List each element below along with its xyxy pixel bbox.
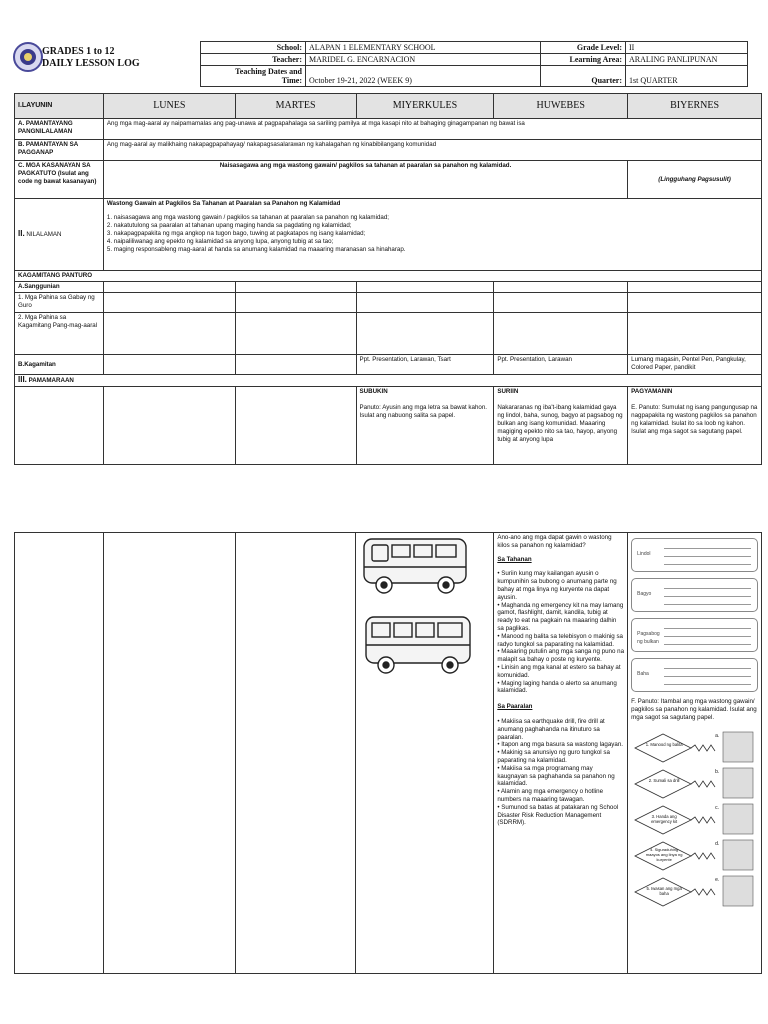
kagamitan-panturo-label: KAGAMITANG PANTURO <box>15 271 762 282</box>
header-table <box>200 41 748 87</box>
tahanan-item: • Maging laging handa o alerto sa anumang kalamidad. <box>497 679 617 695</box>
day-martes: MARTES <box>235 94 356 119</box>
suriin-cell <box>494 387 628 465</box>
day-lunes: LUNES <box>103 94 235 119</box>
nilalaman-item: 1. naisasagawa ang mga wastong gawain / pagkilos sa tahanan at paaralan sa panahon ng kalamidad; <box>106 214 389 221</box>
pamantayang-text: Ang mga mag-aaral ay naipamamalas ang pag-unawa at pagpapahalaga sa sariling pamilya at mga kasapi nito at bahaging ginagampanan ng bawat isa <box>103 119 761 140</box>
nilalaman-item: 2. nakatutulong sa paaralan at tahanan upang maging handa sa pagdating ng kalamidad; <box>106 222 352 229</box>
day-miyerkules: MIYERKULES <box>356 94 494 119</box>
suriin-continued <box>494 533 628 974</box>
suriin-head: SURIIN <box>497 388 519 395</box>
teacher-value: MARIDEL G. ENCARNACION <box>306 54 541 66</box>
match-letter: a. <box>715 733 720 739</box>
pagganap-label: B. PAMANTAYAN SA PAGGANAP <box>15 140 104 161</box>
pagyamanin-text: E. Panuto: Sumulat ng isang pangungusap na nagpapakita ng wastong pagkilos sa panahon ng kalamidad. Isulat ito sa loob ng kahon. Isulat ang mga sagot sa sagutang papel. <box>631 404 758 435</box>
pagyamanin-f-text: F. Panuto: Itambal ang mga wastong gawain/ pagkilos sa panahon ng kalamidad. Isulat ang mga sagot sa sagutang papel. <box>631 698 757 721</box>
kasanayan-label: C. MGA KASANAYAN SA PAGKATUTO (Isulat ang code ng bawat kasanayan) <box>15 161 104 199</box>
match-letter: e. <box>715 877 720 883</box>
answer-box-lindol <box>631 538 758 572</box>
kasanayan-text: Naisasagawa ang mga wastong gawain/ pagkilos sa tahanan at paaralan sa panahon ng kalamidad. <box>103 161 627 199</box>
dates-label-1: Teaching Dates and <box>235 67 302 76</box>
paaralan-item: • Makinig sa anunsiyo ng guro tungkol sa paparating na kalamidad. <box>497 749 610 764</box>
pamantayang-label: A. PAMANTAYANG PANGNILALAMAN <box>15 119 104 140</box>
nilalaman-title: Wastong Gawain at Pagkilos Sa Tahanan at Paaralan sa Panahon ng Kalamidad <box>106 200 341 207</box>
suriin-text: Nakararanas ng iba't-ibang kalamidad gaya ng lindol, baha, sunog, bagyo at pagsabog ng bulkan ang isang komunidad. Maaaring magiging epekto nito sa tao, hayop, anyong tubig at anyong lupa <box>497 404 623 443</box>
match-item: 2. Sumali sa drill <box>648 778 680 783</box>
pamamaraan-num: III. <box>18 375 27 384</box>
area-label: Learning Area: <box>541 54 626 66</box>
answer-box-label: Lindol <box>637 551 651 557</box>
nilalaman-text-label: NILALAMAN <box>26 231 62 238</box>
title-line2: DAILY LESSON LOG <box>42 58 140 69</box>
sa-paaralan-head: Sa Paaralan <box>497 703 533 711</box>
answer-box-label: Pagsabog ng bulkan <box>637 631 660 645</box>
grade-value: II <box>626 42 748 54</box>
match-letter: c. <box>715 805 720 811</box>
nilalaman-item: 4. naipaliliwanag ang epekto ng kalamidad sa anyong lupa, anyong tubig at sa tao; <box>106 238 334 245</box>
bus-illustration-icon <box>356 533 486 683</box>
tahanan-item: • Suriin kung may kailangan ayusin o kumpunihin sa bubong o anumang parte ng bahay at mga linya ng kuryente na dapat ayusin. <box>497 570 617 601</box>
dates-value: October 19-21, 2022 (WEEK 9) <box>306 66 541 87</box>
pagyamanin-continued <box>628 533 762 974</box>
match-item: 3. Handa ang emergency kit <box>651 814 678 824</box>
nilalaman-label <box>15 199 104 271</box>
paaralan-item: • Alamin ang mga emergency o hotline numbers na maaaring tawagan. <box>497 788 604 803</box>
match-item: 5. Iwasan ang mga baha <box>646 886 682 896</box>
paaralan-list <box>497 718 624 827</box>
answer-box-bagyo <box>631 578 758 612</box>
tahanan-item: • Maaaring putulin ang mga sanga ng puno na malapit sa bahay o poste ng kuryente. <box>497 648 625 664</box>
deped-seal <box>13 42 43 72</box>
title-line1: GRADES 1 to 12 <box>42 46 115 57</box>
subukin-cell <box>356 387 494 465</box>
layunin-label: I.LAYUNIN <box>15 94 104 119</box>
subukin-text: Panuto: Ayusin ang mga letra sa bawat kahon. Isulat ang nabuong salita sa papel. <box>359 404 488 419</box>
quarter-value: 1st QUARTER <box>626 66 748 87</box>
lesson-table <box>14 93 762 465</box>
day-biyernes: BIYERNES <box>628 94 762 119</box>
b-kagamitan-label: B.Kagamitan <box>15 355 104 375</box>
kagamitan-thu: Ppt. Presentation, Larawan <box>494 355 628 375</box>
paaralan-item: • Sumunod sa batas at patakaran ng School Disaster Risk Reduction Management (SDRRM). <box>497 803 619 827</box>
suriin-question: Ano-ano ang mga dapat gawin o wastong kilos sa panahon ng kalamidad? <box>497 534 612 549</box>
nilalaman-content <box>103 199 761 271</box>
answer-box-bulkan <box>631 618 758 652</box>
seal-icon <box>15 44 41 70</box>
paaralan-item: • Makiisa sa mga programang may kaugnayan sa paghahanda sa panahon ng kalamidad. <box>497 764 615 788</box>
answer-box-baha <box>631 658 758 692</box>
quarter-label: Quarter: <box>541 66 626 87</box>
kagamitan-fri: Lumang magasin, Pentel Pen, Pangkulay, Colored Paper, pandikit <box>628 355 762 375</box>
area-value: ARALING PANLIPUNAN <box>626 54 748 66</box>
pagyamanin-head: PAGYAMANIN <box>631 388 673 395</box>
lingguhang-pagsusulit: (Lingguhang Pagsusulit) <box>628 161 762 199</box>
day-header-row <box>15 94 762 119</box>
bus-pictures-cell <box>356 533 494 974</box>
match-item: 1. Manood ng balita <box>645 742 683 747</box>
kagamitan-wed: Ppt. Presentation, Larawan, Tsart <box>356 355 494 375</box>
tahanan-list <box>497 570 624 695</box>
paaralan-item: • Makiisa sa earthquake drill, fire drill at anumang paghahanda na itinuturo sa paaralan. <box>497 717 605 741</box>
sa-tahanan-head: Sa Tahanan <box>497 555 532 563</box>
gabay-guro-label: 1. Mga Pahina sa Gabay ng Guro <box>15 293 104 313</box>
dates-label <box>201 66 306 87</box>
school-label: School: <box>201 42 306 54</box>
pamamaraan-label <box>15 375 762 387</box>
paaralan-item: • Itapon ang mga basura sa wastong lagayan. <box>497 741 623 749</box>
match-letter: d. <box>715 841 720 847</box>
tahanan-item: • Manood ng balita sa telebisyon o makinig sa radyo tungkol sa paparating na kalamidad. <box>497 632 623 648</box>
answer-box-label: Bagyo <box>637 591 652 597</box>
pamamaraan-text-label: PAMAMARAAN <box>28 377 74 384</box>
sanggunian-label: A.Sanggunian <box>15 282 104 293</box>
nilalaman-item: 5. maging responsableng mag-aaral at handa sa anumang kalamidad na maaaring maranasan sa hinaharap. <box>106 246 406 253</box>
pagyamanin-cell <box>628 387 762 465</box>
matching-exercise <box>631 730 758 912</box>
tahanan-item: • Maghanda ng emergency kit na may lamang gamot, flashlight, damit, kandila, tubig at ready to eat na pagkain na maaaring dalhin sa paglikas. <box>497 601 624 632</box>
nilalaman-num: II. <box>18 229 25 238</box>
match-item: 4. Siguraduhing maayos ang linya ng kuryente <box>645 847 683 862</box>
lesson-table-continued <box>14 532 762 974</box>
subukin-head: SUBUKIN <box>359 388 388 395</box>
nilalaman-item: 3. nakapagpapakita ng mga angkop na tugon bago, tuwing at pagkatapos ng isang kalamidad; <box>106 230 366 237</box>
teacher-label: Teacher: <box>201 54 306 66</box>
school-value: ALAPAN 1 ELEMENTARY SCHOOL <box>306 42 541 54</box>
day-huwebes: HUWEBES <box>494 94 628 119</box>
kagamitan-mag-aaral-label: 2. Mga Pahina sa Kagamitang Pang-mag-aaral <box>15 313 104 355</box>
tahanan-item: • Linisin ang mga kanal at estero sa bahay at komunidad. <box>497 663 621 679</box>
match-letter: b. <box>715 769 720 775</box>
answer-box-label: Baha <box>637 671 649 677</box>
pagganap-text: Ang mag-aaral ay malikhaing nakapagpapahayag/ nakapagsasalarawan ng kahalagahan ng kinabibilangang komunidad <box>103 140 761 161</box>
dates-label-2: Time: <box>281 76 302 85</box>
grade-label: Grade Level: <box>541 42 626 54</box>
